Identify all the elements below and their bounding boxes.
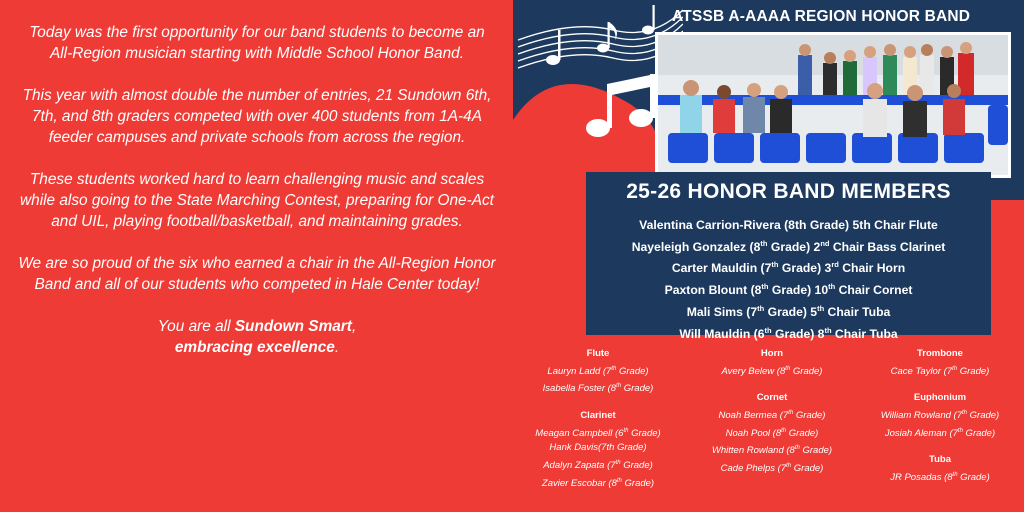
- column-low-brass: [858, 347, 1022, 486]
- list-item: Whitten Rowland (8th Grade): [711, 445, 833, 457]
- paragraph-3: These students worked hard to learn challenging music and scales while also going to the State Marching Contest, preparing for One-Act and UIL, playing football/basketball, and maintaining grades.: [20, 171, 494, 230]
- member-row: Nayeleigh Gonzalez (8th Grade) 2nd Chair Bass Clarinet: [631, 238, 946, 254]
- column-woodwinds: [514, 347, 682, 492]
- list-item: Noah Pool (8th Grade): [725, 427, 819, 439]
- list-item: Lauryn Ladd (7th Grade): [547, 365, 649, 377]
- list-item: Adalyn Zapata (7th Grade): [543, 460, 653, 472]
- announcement-text: [18, 22, 496, 379]
- section-flute: Flute: [586, 348, 610, 359]
- member-row: Mali Sims (7th Grade) 5th Chair Tuba: [686, 304, 891, 320]
- list-item: Meagan Campbell (6th Grade): [535, 427, 661, 439]
- paragraph-5: You are all Sundown Smart, embracing excellence.: [157, 318, 357, 356]
- section-horn: Horn: [760, 348, 784, 359]
- list-item: Zavier Escobar (8th Grade): [541, 477, 655, 489]
- list-item: Cace Taylor (7th Grade): [890, 365, 990, 377]
- list-item: Hank Davis(7th Grade): [549, 442, 647, 454]
- section-trombone: Trombone: [917, 348, 963, 359]
- list-item: Noah Bermea (7th Grade): [718, 409, 826, 422]
- section-cornet: Cornet: [756, 392, 788, 404]
- members-list: [586, 216, 991, 344]
- paragraph-2: This year with almost double the number of entries, 21 Sundown 6th, 7th, and 8th graders competed with over 400 students from 1A-4A feeder campuses and private schools from across the region.: [22, 87, 492, 146]
- section-tuba: Tuba: [929, 454, 951, 466]
- members-title: 25-26 HONOR BAND MEMBERS: [626, 180, 951, 203]
- list-item: William Rowland (7th Grade): [880, 409, 1000, 422]
- list-item: Isabella Foster (8th Grade): [542, 383, 654, 395]
- page-title: ATSSB A-AAAA REGION HONOR BAND: [672, 8, 971, 25]
- list-item: JR Posadas (8th Grade): [890, 472, 990, 484]
- section-clarinet: Clarinet: [580, 410, 616, 422]
- member-row: Carter Mauldin (7th Grade) 3rd Chair Horn: [671, 260, 906, 276]
- sundown-smart: Sundown Smart: [234, 318, 352, 335]
- list-item: Avery Belew (8th Grade): [721, 365, 823, 377]
- member-row: Paxton Blount (8th Grade) 10th Chair Cornet: [664, 282, 913, 298]
- list-item: Cade Phelps (7th Grade): [720, 463, 824, 475]
- photo-image: [658, 35, 1008, 175]
- section-euphonium: Euphonium: [913, 392, 967, 404]
- column-brass: [688, 347, 856, 477]
- members-panel: [586, 172, 991, 341]
- paragraph-1: Today was the first opportunity for our band students to become an All-Region musician starting with Middle School Honor Band.: [29, 24, 485, 62]
- list-item: Josiah Aleman (7th Grade): [884, 427, 996, 439]
- member-row: Valentina Carrion-Rivera (8th Grade) 5th Chair Flute: [639, 218, 938, 232]
- paragraph-4: We are so proud of the six who earned a chair in the All-Region Honor Band and all of our students who competed in Hale Center today!: [18, 255, 496, 293]
- member-row: Will Mauldin (6th Grade) 8th Chair Tuba: [679, 325, 898, 341]
- group-photo: [655, 32, 1011, 178]
- embracing-excellence: embracing excellence: [174, 339, 335, 356]
